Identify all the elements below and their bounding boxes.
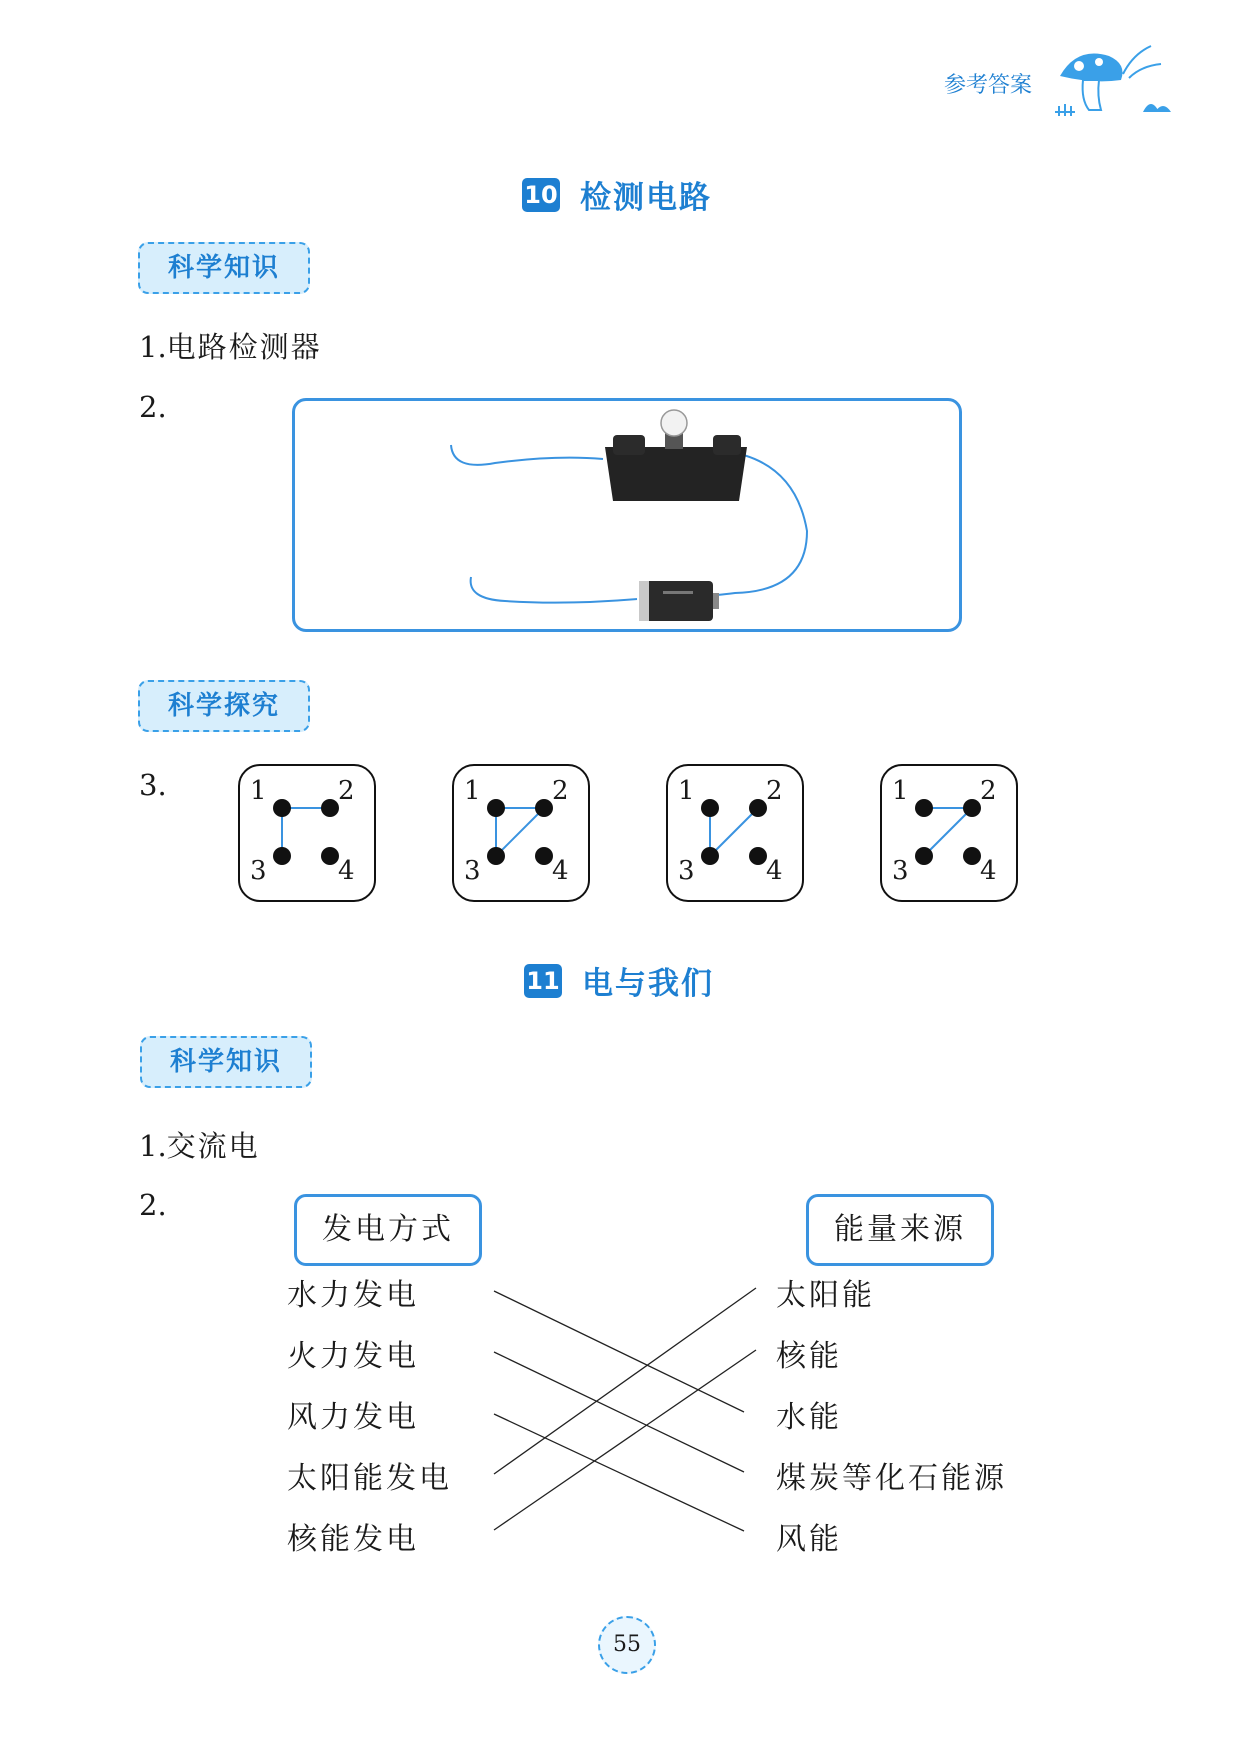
s10-q3-number: 3. — [139, 768, 167, 802]
right-item: 太阳能 — [776, 1278, 875, 1313]
header-label: 参考答案 — [944, 73, 1033, 98]
tester-4-label-3: 3 — [892, 856, 909, 886]
tester-3-label-1: 1 — [678, 776, 695, 806]
left-item: 火力发电 — [287, 1339, 419, 1374]
section10-number: 10 — [522, 178, 560, 212]
match-line — [494, 1350, 756, 1530]
match-line — [494, 1352, 744, 1472]
page-number: 55 — [598, 1616, 656, 1674]
tester-1-label-2: 2 — [338, 776, 355, 806]
left-header: 发电方式 — [294, 1194, 482, 1266]
left-item: 太阳能发电 — [287, 1461, 452, 1496]
tester-3-label-4: 4 — [766, 856, 783, 886]
left-item: 水力发电 — [287, 1278, 419, 1313]
match-line — [494, 1291, 744, 1412]
s11-q1-number: 1. — [139, 1129, 167, 1163]
match-line — [494, 1288, 756, 1474]
right-item: 风能 — [776, 1522, 842, 1557]
tester-4-label-4: 4 — [980, 856, 997, 886]
left-item: 核能发电 — [287, 1522, 419, 1557]
s10-q1-number: 1. — [139, 330, 167, 364]
match-line — [494, 1414, 744, 1531]
knowledge-badge: 科学知识 — [138, 242, 310, 294]
tester-3-label-2: 2 — [766, 776, 783, 806]
section10-title-text: 检测电路 — [580, 180, 712, 216]
explore-badge: 科学探究 — [138, 680, 310, 732]
tester-1-label-3: 3 — [250, 856, 267, 886]
right-item: 煤炭等化石能源 — [776, 1461, 1007, 1496]
tester-2-label-1: 1 — [464, 776, 481, 806]
right-item: 核能 — [776, 1339, 842, 1374]
tester-2-label-4: 4 — [552, 856, 569, 886]
s11-q1-answer: 交流电 — [166, 1129, 260, 1163]
tester-4-label-1: 1 — [892, 776, 909, 806]
tester-2-label-3: 3 — [464, 856, 481, 886]
tester-2-label-2: 2 — [552, 776, 569, 806]
right-item: 水能 — [776, 1400, 842, 1435]
s10-q1-answer: 电路检测器 — [166, 330, 322, 364]
knowledge-badge-2: 科学知识 — [140, 1036, 312, 1088]
tester-4-label-2: 2 — [980, 776, 997, 806]
tester-3-label-3: 3 — [678, 856, 695, 886]
tester-1-label-4: 4 — [338, 856, 355, 886]
section11-number: 11 — [524, 964, 562, 998]
s10-q2-number: 2. — [139, 390, 167, 424]
s11-q2-number: 2. — [139, 1188, 167, 1222]
right-header: 能量来源 — [806, 1194, 994, 1266]
left-item: 风力发电 — [287, 1400, 419, 1435]
section11-title-text: 电与我们 — [582, 966, 714, 1002]
tester-1-label-1: 1 — [250, 776, 267, 806]
